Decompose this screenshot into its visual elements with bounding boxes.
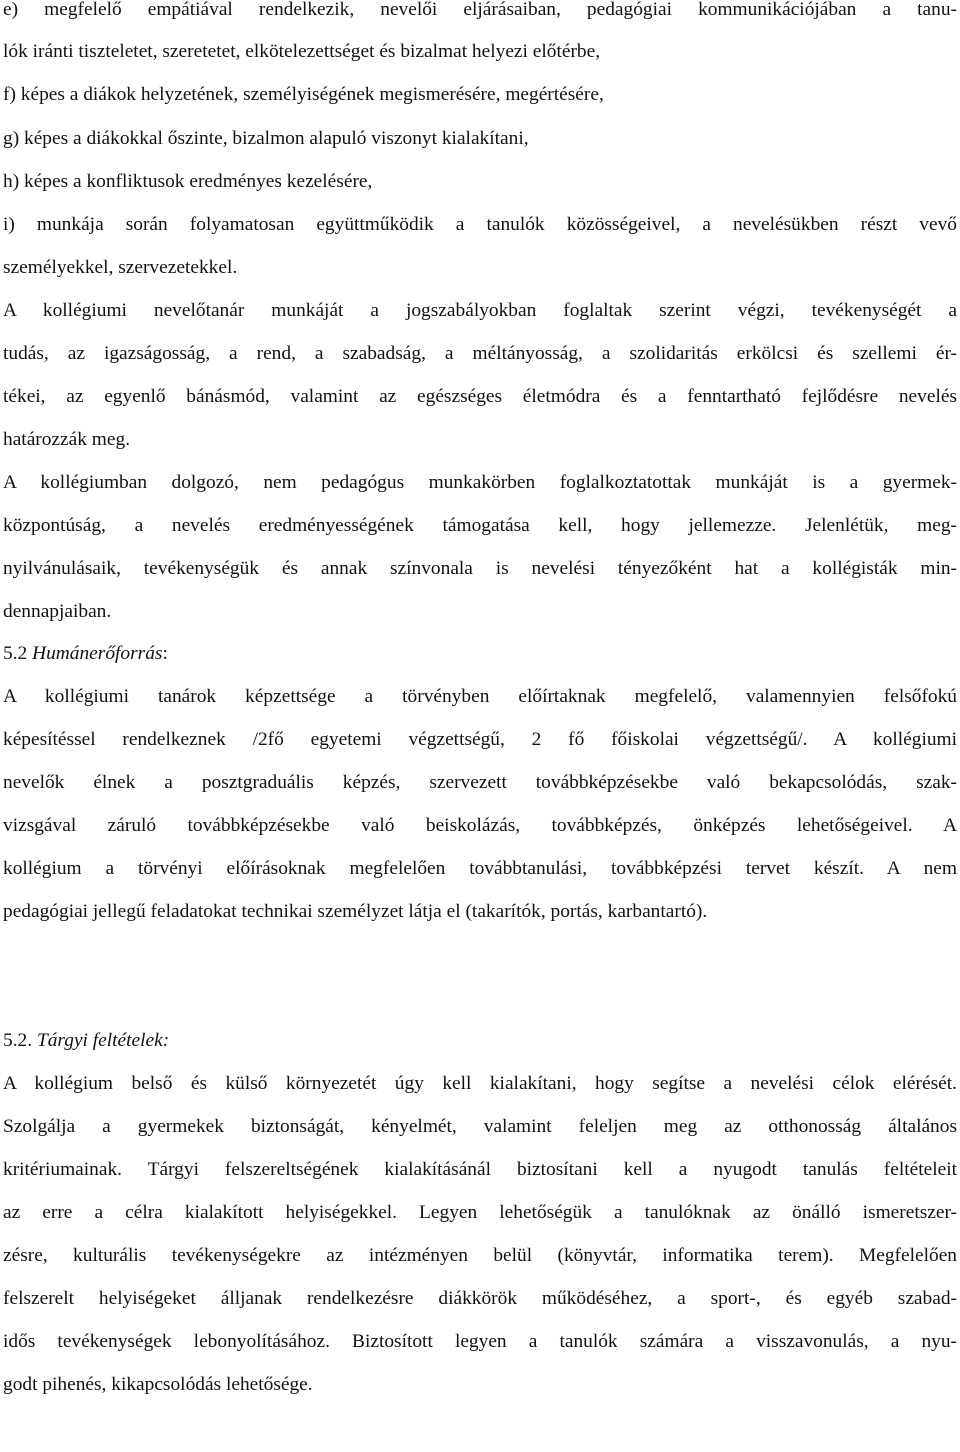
paragraph-line: A kollégiumban dolgozó, nem pedagógus munkakörben foglalkoztatottak munkáját is a gyermek- <box>3 472 957 493</box>
list-item-h: h) képes a konfliktusok eredményes kezelésére, <box>3 171 373 192</box>
paragraph-line: godt pihenés, kikapcsolódás lehetősége. <box>3 1374 313 1395</box>
paragraph-line: A kollégium belső és külső környezetét úgy kell kialakítani, hogy segítse a nevelési célok elérését. <box>3 1073 957 1094</box>
paragraph-line: idős tevékenységek lebonyolításához. Biztosított legyen a tanulók számára a visszavonulás, a nyu- <box>3 1331 957 1352</box>
paragraph-line: Szolgálja a gyermekek biztonságát, kényelmét, valamint feleljen meg az otthonosság általános <box>3 1116 957 1137</box>
paragraph-line: zésre, kulturális tevékenységekre az intézményen belül (könyvtár, informatika terem). Megfelelően <box>3 1245 957 1266</box>
paragraph-line: képesítéssel rendelkeznek /2fő egyetemi végzettségű, 2 fő főiskolai végzettségű/. A kollégiumi <box>3 729 957 750</box>
paragraph-line: vizsgával záruló továbbképzésekbe való beiskolázás, továbbképzés, önképzés lehetőségeivel. A <box>3 815 957 836</box>
list-item-i: i) munkája során folyamatosan együttműködik a tanulók közösségeivel, a nevelésükben részt vevő <box>3 214 957 235</box>
paragraph-line: felszerelt helyiségeket álljanak rendelkezésre diákkörök működéséhez, a sport-, és egyéb szabad- <box>3 1288 957 1309</box>
paragraph-line: az erre a célra kialakított helyiségekkel. Legyen lehetőségük a tanulóknak az önálló ismeretszer- <box>3 1202 957 1223</box>
paragraph-line: kritériumainak. Tárgyi felszereltségének kialakításánál biztosítani kell a nyugodt tanulás feltételeit <box>3 1159 957 1180</box>
section-heading-5-2-targyi <box>3 1028 957 1054</box>
paragraph-line: nyilvánulásaik, tevékenységük és annak színvonala is nevelési tényezőként hat a kollégisták min- <box>3 558 957 579</box>
list-item-i-cont: személyekkel, szervezetekkel. <box>3 257 238 278</box>
section-title: Humánerőforrás <box>32 643 163 664</box>
section-title: Tárgyi feltételek: <box>36 1030 170 1051</box>
paragraph-line: központúság, a nevelés eredményességének támogatása kell, hogy jellemezze. Jelenlétük, meg- <box>3 515 957 536</box>
list-item-e-cont: lók iránti tiszteletet, szeretetet, elkötelezettséget és bizalmat helyezi előtérbe, <box>3 41 601 62</box>
paragraph-line: tékei, az egyenlő bánásmód, valamint az egészséges életmódra és a fenntartható fejlődésre nevelés <box>3 386 957 407</box>
paragraph-line: A kollégiumi nevelőtanár munkáját a jogszabályokban foglaltak szerint végzi, tevékenységét a <box>3 300 957 321</box>
section-title-colon: : <box>162 643 168 664</box>
paragraph-line: nevelők élnek a posztgraduális képzés, szervezett továbbképzésekbe való bekapcsolódás, szak- <box>3 772 957 793</box>
section-number: 5.2. <box>3 1030 37 1051</box>
paragraph-line: kollégium a törvényi előírásoknak megfelelően továbbtanulási, továbbképzési tervet készít. A nem <box>3 858 957 879</box>
paragraph-line: pedagógiai jellegű feladatokat technikai személyzet látja el (takarítók, portás, karbantartó). <box>3 901 708 922</box>
paragraph-line: tudás, az igazságosság, a rend, a szabadság, a méltányosság, a szolidaritás erkölcsi és szellemi ér- <box>3 343 957 364</box>
paragraph-line: dennapjaiban. <box>3 601 112 622</box>
section-heading-5-2 <box>3 641 957 667</box>
section-number: 5.2 <box>3 643 33 664</box>
paragraph-line: A kollégiumi tanárok képzettsége a törvényben előírtaknak megfelelő, valamennyien felsőfokú <box>3 686 957 707</box>
list-item-e: e) megfelelő empátiával rendelkezik, nevelői eljárásaiban, pedagógiai kommunikációjában a tanu- <box>3 0 957 20</box>
list-item-g: g) képes a diákokkal őszinte, bizalmon alapuló viszonyt kialakítani, <box>3 128 529 149</box>
paragraph-line: határozzák meg. <box>3 429 131 450</box>
list-item-f: f) képes a diákok helyzetének, személyiségének megismerésére, megértésére, <box>3 84 604 105</box>
